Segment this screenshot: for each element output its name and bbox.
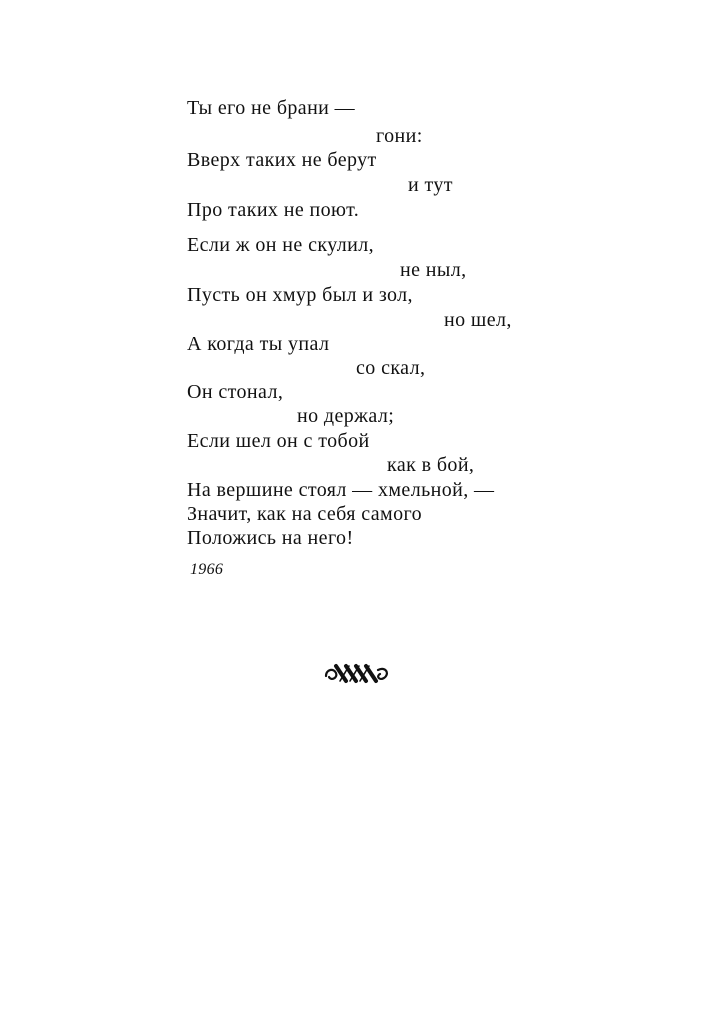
poem-line: Он стонал, <box>187 381 284 403</box>
poem-line: А когда ты упал <box>187 333 330 355</box>
poem-line: и тут <box>408 174 453 196</box>
poem-line: Если шел он с тобой <box>187 430 370 452</box>
poem-line: Если ж он не скулил, <box>187 234 374 256</box>
poem-line: но держал; <box>297 405 395 427</box>
decorative-flourish-icon <box>322 660 392 686</box>
poem-line: Вверх таких не берут <box>187 149 377 171</box>
poem-line: Ты его не брани — <box>187 97 356 119</box>
poem-line: не ныл, <box>400 259 467 281</box>
poem-line: но шел, <box>444 309 512 331</box>
poem-line: На вершине стоял — хмельной, — <box>187 479 495 501</box>
poem-line: Про таких не поют. <box>187 199 360 221</box>
poem-year: 1966 <box>190 561 224 578</box>
poem-line: со скал, <box>356 357 426 379</box>
poem-line: Значит, как на себя самого <box>187 503 423 525</box>
poem-line: как в бой, <box>387 454 475 476</box>
poem-line: Положись на него! <box>187 527 354 549</box>
poem-line: Пусть он хмур был и зол, <box>187 284 413 306</box>
poem-line: гони: <box>376 125 423 147</box>
